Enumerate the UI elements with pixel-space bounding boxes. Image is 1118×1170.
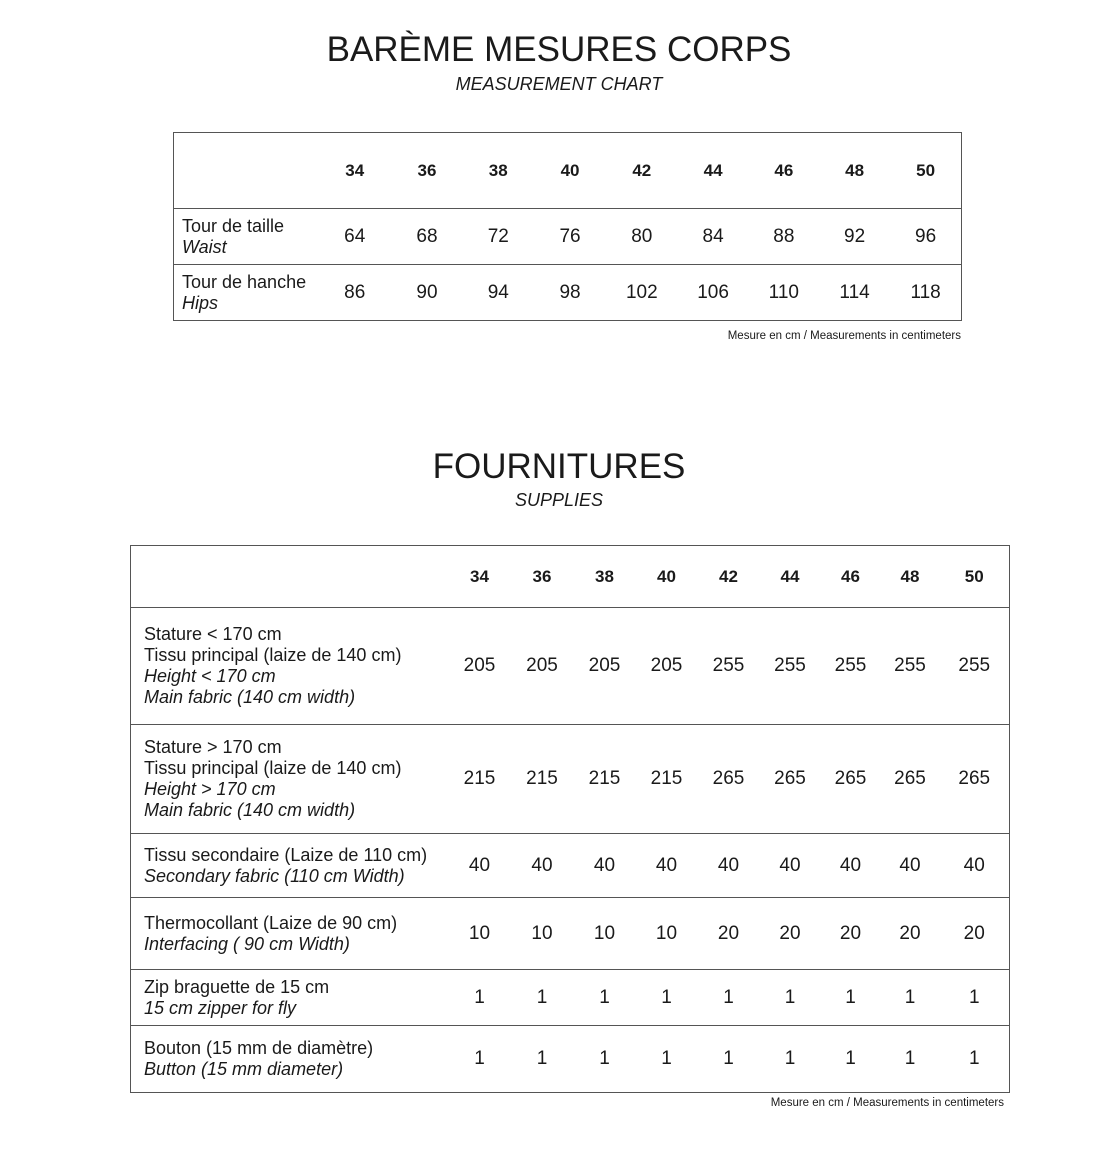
table-cell: 106 (697, 281, 729, 303)
label-fr: Stature > 170 cm (144, 737, 282, 757)
label-fr: Zip braguette de 15 cm (144, 976, 330, 997)
supplies-subtitle: SUPPLIES (514, 490, 604, 510)
table-row (174, 209, 962, 265)
row-label (131, 970, 449, 1026)
table-cell: 1 (536, 1048, 548, 1069)
label-fr: Stature < 170 cm (144, 624, 282, 644)
size-header: 46 (774, 160, 794, 180)
table-cell: 68 (416, 225, 438, 247)
size-header: 42 (632, 160, 652, 180)
table-cell: 10 (531, 922, 553, 944)
table-cell: 265 (894, 768, 926, 789)
table-cell: 255 (894, 655, 926, 676)
size-header: 50 (964, 566, 984, 586)
supplies-title: FOURNITURES (432, 447, 686, 486)
table-cell: 205 (588, 655, 621, 676)
label-en: Height > 170 cm (144, 779, 276, 799)
table-cell: 40 (963, 854, 985, 876)
table-cell: 80 (631, 225, 653, 247)
label-fr: Tissu secondaire (Laize de 110 cm) (144, 844, 428, 865)
table-cell: 215 (463, 768, 496, 789)
label-fr: Bouton (15 mm de diamètre) (144, 1038, 374, 1058)
label-fr: Tour de taille (182, 215, 285, 236)
row-label (174, 265, 319, 321)
supplies-table (130, 545, 1010, 1093)
label-en: Main fabric (140 cm width) (144, 687, 356, 707)
size-header: 38 (488, 160, 508, 180)
size-header: 44 (780, 566, 800, 586)
table-cell: 1 (661, 1048, 672, 1069)
size-header: 42 (719, 566, 738, 586)
table-cell: 1 (599, 986, 610, 1008)
table-cell: 102 (625, 281, 658, 303)
table-cell: 10 (655, 922, 678, 944)
table-cell: 40 (839, 854, 862, 876)
label-en: 15 cm zipper for fly (144, 997, 297, 1018)
table-cell: 1 (474, 1048, 485, 1069)
label-en: Button (15 mm diameter) (144, 1059, 344, 1079)
size-header: 50 (916, 160, 936, 180)
table-cell: 40 (531, 854, 553, 876)
table-cell: 205 (526, 655, 558, 676)
table-cell: 1 (599, 1048, 610, 1069)
table-cell: 215 (526, 768, 558, 789)
label-fr: Tissu principal (laize de 140 cm) (144, 758, 402, 778)
measurement-header-row (174, 133, 962, 209)
size-header: 38 (595, 566, 614, 586)
table-cell: 72 (487, 225, 509, 247)
table-cell: 1 (474, 986, 485, 1008)
table-cell: 205 (650, 655, 683, 676)
size-header: 34 (470, 566, 489, 586)
supplies-header-row (131, 546, 1010, 608)
table-cell: 98 (559, 281, 581, 303)
table-cell: 255 (774, 655, 806, 676)
label-en: Secondary fabric (110 cm Width) (144, 865, 405, 886)
table-row (131, 834, 1010, 898)
table-cell: 40 (468, 854, 491, 876)
table-cell: 40 (779, 854, 801, 876)
size-header: 48 (845, 160, 865, 180)
label-en: Hips (182, 292, 219, 313)
table-cell: 84 (702, 225, 724, 247)
size-header: 36 (532, 566, 552, 586)
table-cell: 255 (834, 655, 867, 676)
measurement-title: BARÈME MESURES CORPS (326, 30, 792, 69)
label-en: Height < 170 cm (144, 666, 276, 686)
table-cell: 255 (712, 655, 745, 676)
table-cell: 255 (958, 655, 991, 676)
table-row (131, 970, 1010, 1026)
size-header: 48 (900, 566, 920, 586)
row-label (131, 725, 449, 834)
table-cell: 86 (344, 281, 366, 303)
table-cell: 265 (774, 768, 806, 789)
row-label (131, 834, 449, 898)
table-cell: 20 (899, 922, 921, 944)
table-row (131, 1026, 1010, 1093)
row-label (131, 608, 449, 725)
measurement-header-empty (174, 133, 319, 209)
table-cell: 90 (416, 281, 438, 303)
table-cell: 215 (588, 768, 621, 789)
table-cell: 1 (904, 986, 916, 1008)
table-row (131, 608, 1010, 725)
size-header: 36 (417, 160, 437, 180)
table-cell: 88 (773, 225, 795, 247)
table-cell: 118 (910, 281, 941, 303)
label-fr: Tour de hanche (182, 271, 307, 292)
table-cell: 265 (958, 768, 991, 789)
row-label (131, 1026, 449, 1093)
measurement-subtitle: MEASUREMENT CHART (455, 74, 663, 94)
table-cell: 1 (784, 986, 796, 1008)
size-header: 44 (703, 160, 723, 180)
table-row (131, 725, 1010, 834)
table-cell: 1 (536, 986, 548, 1008)
measurement-table (173, 132, 962, 321)
table-cell: 205 (463, 655, 496, 676)
table-cell: 265 (834, 768, 867, 789)
table-cell: 1 (723, 1048, 734, 1069)
table-cell: 1 (784, 1048, 796, 1069)
table-cell: 1 (968, 986, 980, 1008)
table-cell: 265 (712, 768, 745, 789)
table-cell: 92 (844, 225, 866, 247)
supplies-note: Mesure en cm / Measurements in centimeters (770, 1097, 1004, 1109)
table-cell: 76 (559, 225, 581, 247)
table-cell: 1 (845, 986, 856, 1008)
size-header: 40 (560, 160, 580, 180)
label-en: Main fabric (140 cm width) (144, 800, 356, 820)
table-cell: 1 (723, 986, 734, 1008)
label-fr: Tissu principal (laize de 140 cm) (144, 645, 402, 665)
table-cell: 40 (593, 854, 616, 876)
size-header: 46 (841, 566, 860, 586)
table-cell: 64 (344, 225, 366, 247)
label-fr: Thermocollant (Laize de 90 cm) (144, 912, 398, 933)
table-cell: 1 (845, 1048, 856, 1069)
table-row (174, 265, 962, 321)
table-cell: 94 (487, 281, 509, 303)
row-label (131, 898, 449, 970)
size-header: 40 (657, 566, 676, 586)
table-cell: 1 (968, 1048, 980, 1069)
table-cell: 1 (904, 1048, 916, 1069)
table-cell: 114 (839, 281, 870, 303)
table-cell: 215 (650, 768, 683, 789)
measurement-note: Mesure en cm / Measurements in centimeters (727, 330, 961, 342)
table-cell: 20 (839, 922, 862, 944)
table-cell: 110 (768, 281, 799, 303)
table-cell: 1 (661, 986, 672, 1008)
row-label (174, 209, 319, 265)
table-cell: 20 (717, 922, 740, 944)
label-en: Waist (182, 236, 227, 257)
table-row (131, 898, 1010, 970)
supplies-header-empty (131, 546, 449, 608)
table-cell: 10 (468, 922, 491, 944)
table-cell: 96 (915, 225, 937, 247)
table-cell: 20 (963, 922, 985, 944)
table-cell: 40 (899, 854, 921, 876)
label-en: Interfacing ( 90 cm Width) (144, 933, 350, 954)
table-cell: 40 (655, 854, 678, 876)
size-header: 34 (345, 160, 365, 180)
table-cell: 10 (593, 922, 616, 944)
table-cell: 40 (717, 854, 740, 876)
table-cell: 20 (779, 922, 801, 944)
